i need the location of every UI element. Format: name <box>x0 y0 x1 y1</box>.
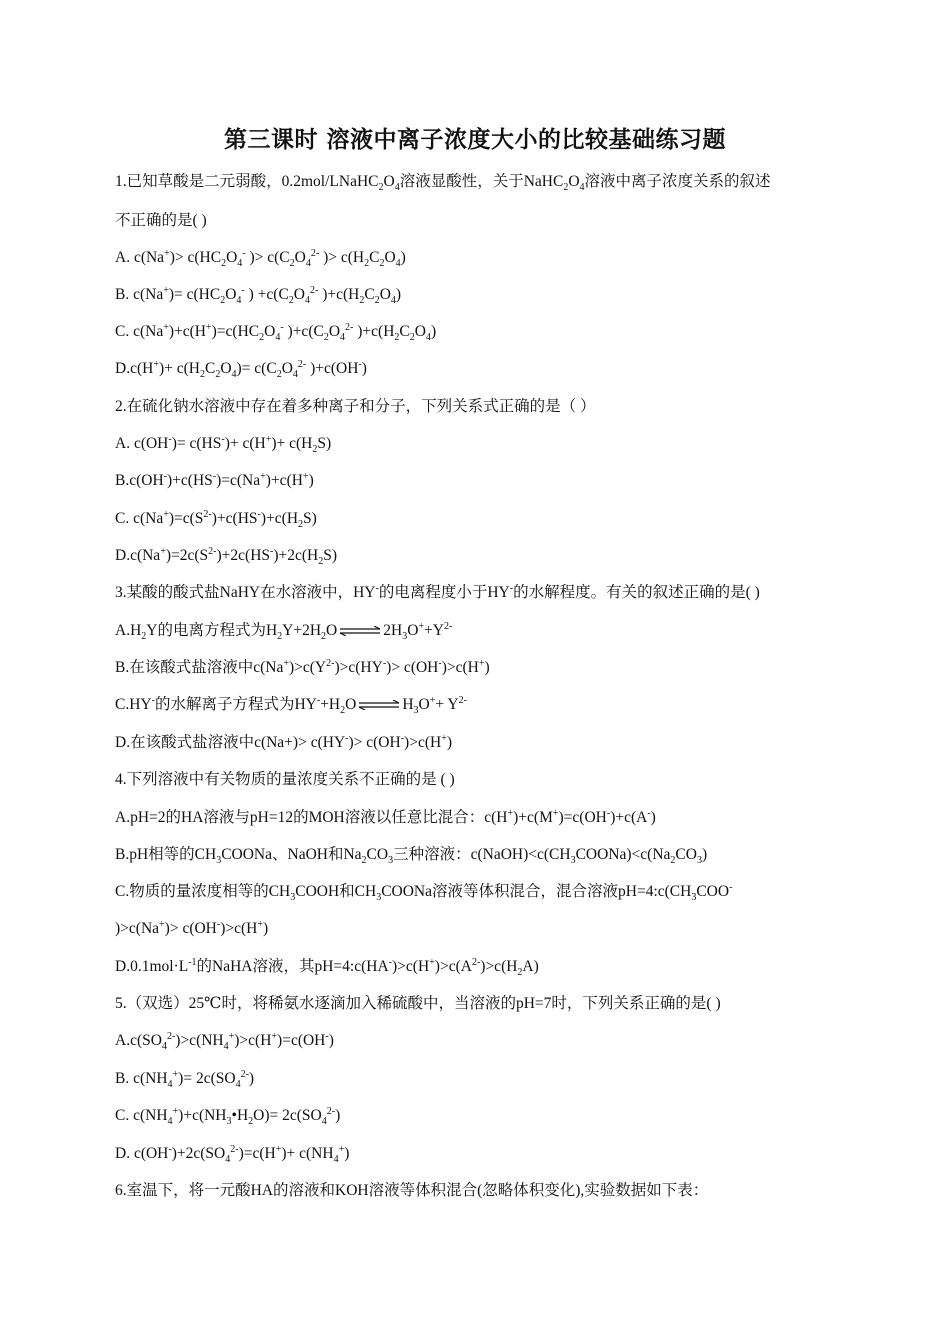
equilibrium-arrow-icon <box>357 700 401 710</box>
question-4-option-c: C.物质的量浓度相等的$CH_3COOH$和$CH_3COONa$溶液等体积混合，混合溶液$pH=4:c(CH_3COO^-$ <box>115 881 733 904</box>
question-1-stem-cont: 不正确的是( ) <box>115 212 207 229</box>
question-5-option-d: D. $c(OH^-)+2c(SO_4^{2-})=c(H^+)+ c(NH_4^+)$ <box>115 1143 350 1166</box>
question-5-option-a: $A.c(SO_4^{2-})>c(NH_4^+)>c(H^+)=c(OH^-)$ <box>115 1030 334 1053</box>
page-title: 第三课时 溶液中离子浓度大小的比较基础练习题 <box>223 127 726 153</box>
question-5-option-b: B. $c(NH_4^+)= 2c(SO_4^{2-})$ <box>115 1068 255 1091</box>
question-4-option-d: $D.0.1mol\cdot L^{-1}$的NaHA溶液，其$pH=4:c(HA^-)>c(H^+)>c(A^{2-})>c(H_2A)$ <box>115 956 539 979</box>
question-4-option-b: B.pH相等的$CH_3COONa$、NaOH和$Na_2CO_3$三种溶液：$c(NaOH)<c(CH_3COONa)<c(Na_2CO_3)$ <box>115 846 708 867</box>
question-2-stem: 2.在硫化钠水溶液中存在着多种离子和分子，下列关系式正确的是（ ） <box>115 398 596 415</box>
question-1-stem: 1.已知草酸是二元弱酸，$0.2mol/LNaHC_2O_4$溶液显酸性，关于$NaHC_2O_4$溶液中离子浓度关系的叙述 <box>115 173 771 194</box>
question-5-option-c: C. $c(NH_4^+)+c(NH_3•H_2O)= 2c(SO_4^{2-})$ <box>115 1105 341 1128</box>
question-3-option-d: D.在该酸式盐溶液中c(Na+)> c(HY-)> c(OH-)>c(H+) <box>115 732 452 751</box>
question-6-stem: 6.室温下，将一元酸HA的溶液和KOH溶液等体积混合(忽略体积变化),实验数据如下表： <box>115 1182 709 1199</box>
question-4-stem: 4.下列溶液中有关物质的量浓度关系不正确的是 ( ) <box>115 771 455 788</box>
question-4-option-c-cont: )>c(Na+)> c(OH-)>c(H+) <box>115 918 269 937</box>
question-3-option-b: B.在该酸式盐溶液中$c(Na^+)>c(Y^{2-})>c(HY^-)> c(OH^-)>c(H^+)$ <box>115 657 490 676</box>
question-1-option-b: B. $c(Na^+)= c(HC_2O_4^-$ ) $+c(C_2O_4^{2-}$ )$+c(H_2C_2O_4)$ <box>115 284 402 307</box>
question-2-option-d: $D.c(Na^+)=2c(S^{2-})+2c(HS^-)+2c(H_2S)$ <box>115 545 338 568</box>
question-2-option-a: A. $c(OH^-)= c(HS^-)+ c(H^+)+ c(H_2S)$ <box>115 433 332 456</box>
question-5-stem: 5.（双选）25℃时，将稀氨水逐滴加入稀硫酸中，当溶液的pH=7时，下列关系正确的是( ) <box>115 995 721 1012</box>
question-3-option-c: C.HY-的水解离子方程式为$HY^-+H_2O$ $H_3O^++ Y^{2-}$ <box>115 694 467 717</box>
question-2-option-c: C. $c(Na^+)=c(S^{2-})+c(HS^-)+c(H_2S)$ <box>115 508 317 531</box>
question-1-option-d: $D.c(H^+)+ c(H_2C_2O_4)= c(C_2O_4^{2-}$ )+c(OH-) <box>115 358 367 381</box>
question-1-option-a: A. $c(Na^+)> c(HC_2O_4^-$ )> $c(C_2O_4^{2-}$ )> $c(H_2C_2O_4)$ <box>115 247 406 270</box>
question-3-option-a: $A.H_2Y$的电离方程式为$H_2Y+2H_2O$ $2H_3O^++Y^{2-}$ <box>115 620 453 643</box>
question-2-option-b: B.c(OH-)+c(HS-)=c(Na+)+c(H+) <box>115 470 314 489</box>
equilibrium-arrow-icon <box>338 626 382 636</box>
question-4-option-a: A.pH=2的HA溶液与pH=12的MOH溶液以任意比混合：c(H+)+c(M+)=c(OH-)+c(A-) <box>115 807 656 826</box>
question-1-option-c: C. $c(Na^+)+c(H^+)=c(HC_2O_4^-$ )$+c(C_2O_4^{2-}$ )$+c(H_2C_2O_4)$ <box>115 321 437 344</box>
question-3-stem: 3.某酸的酸式盐NaHY在水溶液中，HY-的电离程度小于HY-的水解程度。有关的叙述正确的是( ) <box>115 582 760 601</box>
